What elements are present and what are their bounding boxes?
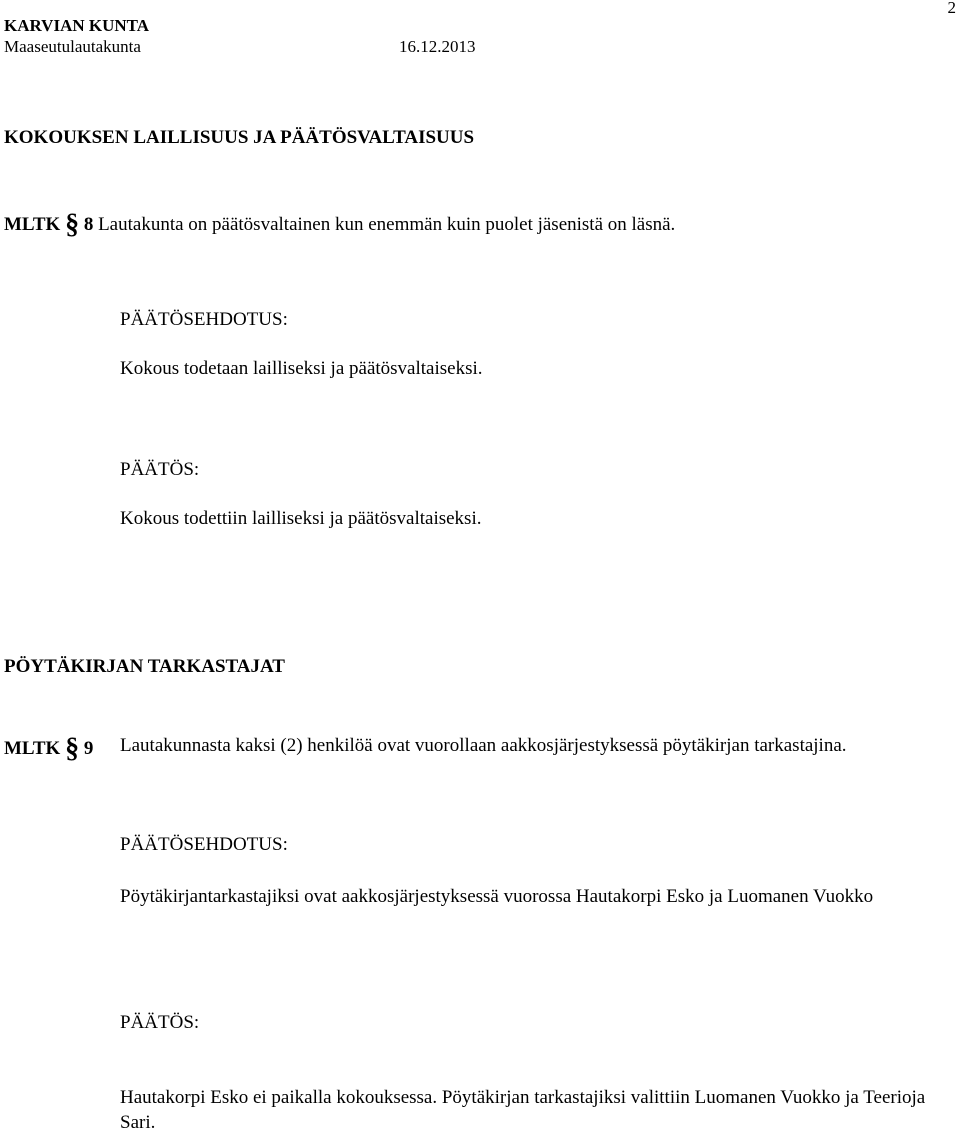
proposal-label: PÄÄTÖSEHDOTUS: <box>120 309 288 330</box>
item-heading <box>4 209 675 241</box>
header-date: 16.12.2013 <box>399 37 476 56</box>
page-number: 2 <box>947 0 956 17</box>
decision-text: Kokous todettiin lailliseksi ja päätösvaltaiseksi. <box>120 508 482 529</box>
item-number: 8 <box>83 214 94 235</box>
decision-label: PÄÄTÖS: <box>120 459 200 480</box>
proposal-label: PÄÄTÖSEHDOTUS: <box>120 834 288 855</box>
header-organization: KARVIAN KUNTA <box>4 16 150 35</box>
item-ref: MLTK <box>4 214 61 235</box>
decision-text: Hautakorpi Esko ei paikalla kokouksessa. Pöytäkirjan tarkastajiksi valittiin Luomanen Vuokko ja Teerioja Sari. <box>120 1087 926 1133</box>
decision-label: PÄÄTÖS: <box>120 1012 200 1033</box>
header-body: Maaseutulautakunta <box>4 37 141 56</box>
section-title: KOKOUKSEN LAILLISUUS JA PÄÄTÖSVALTAISUUS <box>4 127 475 148</box>
paragraph-sign: § <box>65 733 80 764</box>
proposal-text: Pöytäkirjantarkastajiksi ovat aakkosjärjestyksessä vuorossa Hautakorpi Esko ja Luomanen Vuokko <box>120 886 874 907</box>
proposal-text: Kokous todetaan lailliseksi ja päätösvaltaiseksi. <box>120 358 483 379</box>
item-text: Lautakunta on päätösvaltainen kun enemmän kuin puolet jäsenistä on läsnä. <box>98 214 676 235</box>
section-title: PÖYTÄKIRJAN TARKASTAJAT <box>4 656 285 677</box>
paragraph-sign: § <box>65 209 80 240</box>
item-text: Lautakunnasta kaksi (2) henkilöä ovat vuorollaan aakkosjärjestyksessä pöytäkirjan tarkastajina. <box>120 735 847 756</box>
item-number: 9 <box>83 738 94 759</box>
item-ref: MLTK <box>4 738 61 759</box>
